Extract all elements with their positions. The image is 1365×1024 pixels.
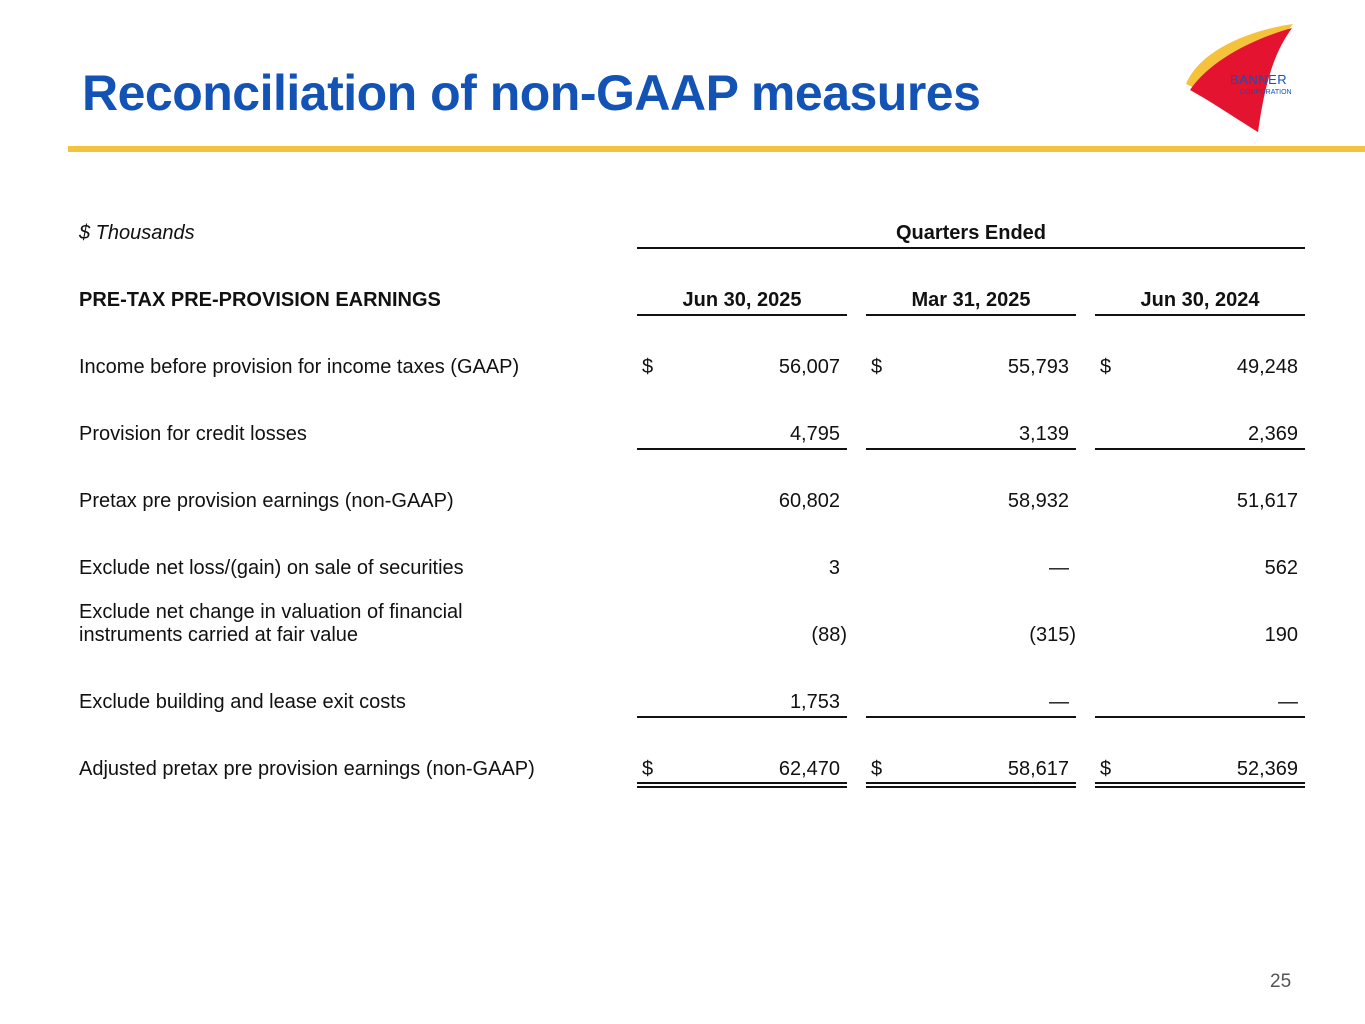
subtotal-rule <box>1095 448 1305 450</box>
cell-value: 62,470 <box>778 758 840 780</box>
cell-value: (315) <box>1029 624 1076 646</box>
row-label: Income before provision for income taxes (GAAP) <box>79 356 520 378</box>
units-label: $ Thousands <box>79 222 195 244</box>
cell-value: (88) <box>811 624 847 646</box>
cell-value: 58,617 <box>1007 758 1069 780</box>
page-number: 25 <box>1270 971 1292 992</box>
cell-value: 52,369 <box>1236 758 1298 780</box>
row-label: instruments carried at fair value <box>79 624 359 646</box>
section-title: PRE-TAX PRE-PROVISION EARNINGS <box>79 289 441 311</box>
subtotal-rule <box>1095 716 1305 718</box>
currency-symbol: $ <box>871 758 883 780</box>
cell-value: 51,617 <box>1236 490 1298 512</box>
currency-symbol: $ <box>642 356 654 378</box>
total-double-rule <box>637 782 847 788</box>
total-double-rule <box>866 782 1076 788</box>
column-header: Jun 30, 2024 <box>1140 289 1260 311</box>
cell-value: 58,932 <box>1007 490 1069 512</box>
cell-value: — <box>1049 557 1069 579</box>
cell-value: 55,793 <box>1007 356 1069 378</box>
currency-symbol: $ <box>642 758 654 780</box>
column-header-rule <box>1095 314 1305 316</box>
cell-value: — <box>1049 691 1069 713</box>
total-double-rule <box>1095 782 1305 788</box>
row-label: Pretax pre provision earnings (non-GAAP) <box>79 490 454 512</box>
logo-name: BANNER <box>1230 72 1288 87</box>
banner-logo <box>1180 20 1320 135</box>
subtotal-rule <box>866 716 1076 718</box>
cell-value: — <box>1278 691 1298 713</box>
currency-symbol: $ <box>871 356 883 378</box>
column-header: Jun 30, 2025 <box>682 289 802 311</box>
logo-subtitle: CORPORATION <box>1240 89 1292 96</box>
row-label: Exclude net loss/(gain) on sale of securities <box>79 557 464 579</box>
subtotal-rule <box>637 716 847 718</box>
column-header-rule <box>866 314 1076 316</box>
cell-value: 562 <box>1264 557 1298 579</box>
cell-value: 190 <box>1264 624 1298 646</box>
group-header-rule <box>637 247 1305 249</box>
row-label: Exclude net change in valuation of financial <box>79 601 463 623</box>
cell-value: 4,795 <box>789 423 840 445</box>
title-underline <box>68 146 1365 152</box>
subtotal-rule <box>866 448 1076 450</box>
row-label: Adjusted pretax pre provision earnings (non-GAAP) <box>79 758 535 780</box>
column-header: Mar 31, 2025 <box>911 289 1031 311</box>
column-header-rule <box>637 314 847 316</box>
page-title: Reconciliation of non-GAAP measures <box>82 65 981 121</box>
cell-value: 3,139 <box>1018 423 1069 445</box>
currency-symbol: $ <box>1100 758 1112 780</box>
row-label: Exclude building and lease exit costs <box>79 691 406 713</box>
cell-value: 56,007 <box>778 356 840 378</box>
cell-value: 3 <box>828 557 840 579</box>
subtotal-rule <box>637 448 847 450</box>
row-label: Provision for credit losses <box>79 423 307 445</box>
group-header: Quarters Ended <box>895 222 1047 244</box>
cell-value: 49,248 <box>1236 356 1298 378</box>
cell-value: 1,753 <box>789 691 840 713</box>
currency-symbol: $ <box>1100 356 1112 378</box>
cell-value: 60,802 <box>778 490 840 512</box>
cell-value: 2,369 <box>1247 423 1298 445</box>
